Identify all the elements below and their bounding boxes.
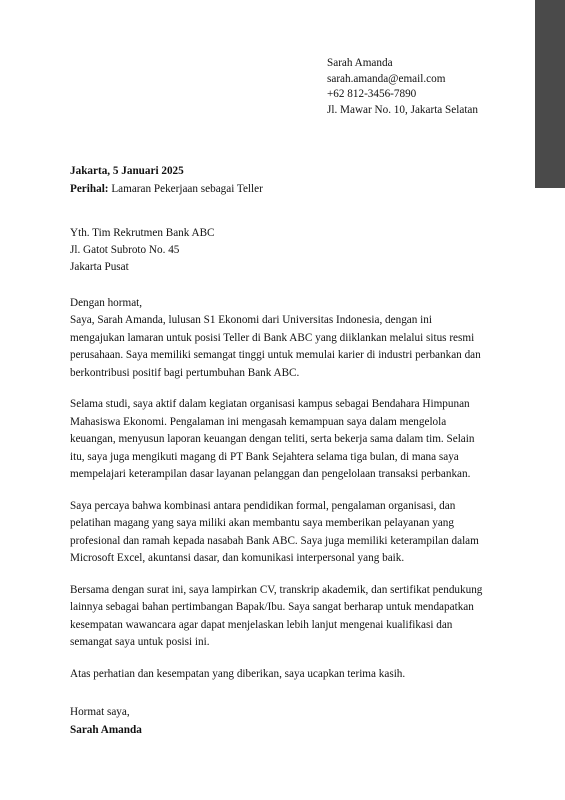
greeting	[70, 295, 490, 312]
paragraph-line: profesional dan ramah kepada nasabah Bank ABC. Saya juga memiliki keterampilan dalam	[70, 534, 479, 547]
paragraph-line: mengajukan lamaran untuk posisi Teller di Bank ABC yang diiklankan melalui situs resmi	[70, 331, 475, 344]
recipient-line: Jakarta Pusat	[70, 261, 129, 273]
letter-body	[70, 164, 490, 739]
date-text: Jakarta, 5 Januari 2025	[70, 165, 184, 177]
paragraph-3	[70, 498, 490, 568]
paragraph-line: Microsoft Excel, akuntansi dasar, dan komunikasi interpersonal yang baik.	[70, 552, 405, 564]
recipient-line: Yth. Tim Rekrutmen Bank ABC	[70, 227, 215, 239]
paragraph-line: semangat saya untuk posisi ini.	[70, 636, 210, 648]
paragraph-4	[70, 582, 490, 652]
signature-text: Sarah Amanda	[70, 724, 142, 736]
sender-block	[327, 56, 478, 118]
sender-name: Sarah Amanda	[327, 57, 393, 69]
paragraph-line: keuangan, menyusun laporan keuangan dengan teliti, serta bekerja sama dalam tim. Selain	[70, 433, 475, 445]
recipient-line: Jl. Gatot Subroto No. 45	[70, 244, 180, 256]
paragraph-line: Mahasiswa Ekonomi. Pengalaman ini mengasah kemampuan saya dalam mengelola	[70, 415, 447, 428]
paragraph-line: Saya percaya bahwa kombinasi antara pendidikan formal, pengalaman organisasi, dan	[70, 499, 456, 512]
paragraph-line: perusahaan. Saya memiliki semangat tinggi untuk memulai karier di industri perbankan dan	[70, 349, 481, 361]
recipient-block	[70, 225, 490, 276]
letter-date	[70, 164, 490, 179]
closing-text: Hormat saya,	[70, 706, 130, 718]
sender-email: sarah.amanda@email.com	[327, 72, 446, 85]
paragraph-line: berkontribusi positif bagi pertumbuhan Bank ABC.	[70, 366, 300, 379]
paragraph-line: Saya, Sarah Amanda, lulusan S1 Ekonomi dari Universitas Indonesia, dengan ini	[70, 314, 432, 326]
paragraph-line: lainnya sebagai bahan pertimbangan Bapak/Ibu. Saya sangat berharap untuk mendapatkan	[70, 601, 474, 613]
paragraph-line: Atas perhatian dan kesempatan yang diberikan, saya ucapkan terima kasih.	[70, 667, 406, 680]
paragraph-line: pelatihan magang yang saya miliki akan membantu saya memberikan pelayanan yang	[70, 517, 454, 529]
paragraph-line: kesempatan wawancara agar dapat menjelaskan lebih lanjut mengenai kualifikasi dan	[70, 618, 453, 631]
signature-name	[70, 721, 490, 739]
paragraph-line: mempelajari keterampilan dasar layanan pelanggan dan pengelolaan transaksi perbankan.	[70, 468, 471, 480]
paragraph-5	[70, 666, 490, 684]
greeting-text: Dengan hormat,	[70, 297, 143, 309]
subject-label: Perihal:	[70, 183, 109, 195]
sender-address: Jl. Mawar No. 10, Jakarta Selatan	[327, 103, 478, 116]
subject-text: Lamaran Pekerjaan sebagai Teller	[108, 183, 263, 195]
paragraph-line: itu, saya juga mengikuti magang di PT Bank Sejahtera selama tiga bulan, di mana saya	[70, 450, 459, 463]
letter-subject	[70, 182, 490, 197]
paragraph-line: Selama studi, saya aktif dalam kegiatan organisasi kampus sebagai Bendahara Himpunan	[70, 398, 470, 410]
sender-phone: +62 812-3456-7890	[327, 88, 417, 100]
paragraph-2	[70, 396, 490, 484]
paragraph-1	[70, 312, 490, 382]
paragraph-line: Bersama dengan surat ini, saya lampirkan CV, transkrip akademik, dan sertifikat pendukung	[70, 583, 483, 596]
closing-block	[70, 703, 490, 739]
scrollbar-thumb[interactable]	[535, 0, 565, 188]
